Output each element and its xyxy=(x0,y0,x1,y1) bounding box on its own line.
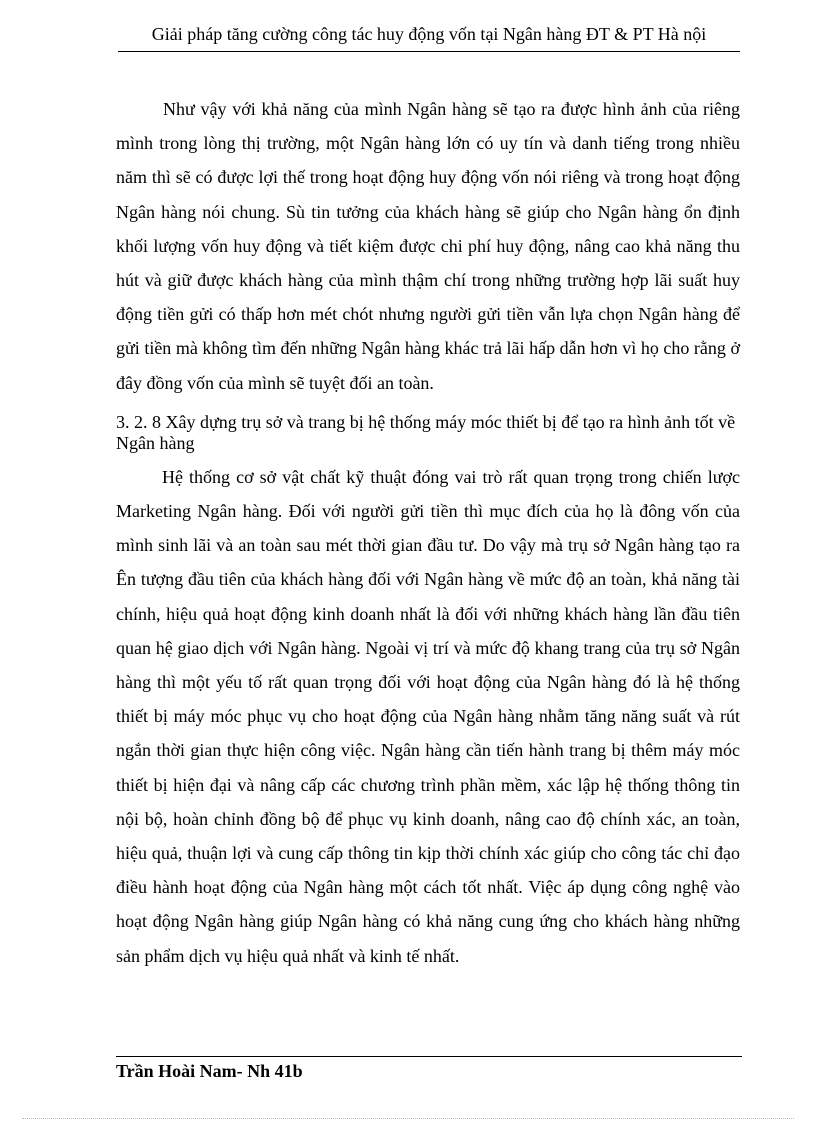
footer-author: Trần Hoài Nam- Nh 41b xyxy=(116,1061,303,1081)
section-heading: 3. 2. 8 Xây dựng trụ sở và trang bị hệ thống máy móc thiết bị để tạo ra hình ảnh tốt về Ngân hàng xyxy=(116,411,736,453)
paragraph-infrastructure: Hệ thống cơ sở vật chất kỹ thuật đóng vai trò rất quan trọng trong chiến lược Marketing Ngân hàng. Đối với người gửi tiền thì mục đích của họ là đông vốn của mình sinh lãi và an toàn sau mét thời gian đầu tư. Do vậy mà trụ sở Ngân hàng tạo ra Ên tượng đầu tiên của khách hàng đối với Ngân hàng về mức độ an toàn, khả năng tài chính, hiệu quả hoạt động kinh doanh nhất là đối với những khách hàng lần đầu tiên quan hệ giao dịch với Ngân hàng. Ngoài vị trí và mức độ khang trang của trụ sở Ngân hàng thì một yếu tố rất quan trọng đối với hoạt động của Ngân hàng đó là hệ thống thiết bị máy móc phục vụ cho hoạt động của Ngân hàng nhằm tăng năng suất và rút ngắn thời gian thực hiện công việc. Ngân hàng cần tiến hành trang bị thêm máy móc thiết bị hiện đại và nâng cấp các chương trình phần mềm, xác lập hệ thống thông tin nội bộ, hoàn chỉnh đồng bộ để phục vụ kinh doanh, nâng cao độ chính xác, an toàn, hiệu quả, thuận lợi và cung cấp thông tin kịp thời chính xác giúp cho công tác chỉ đạo điều hành hoạt động của Ngân hàng một cách tốt nhất. Việc áp dụng công nghệ vào hoạt động Ngân hàng giúp Ngân hàng có khả năng cung ứng cho khách hàng những sản phẩm dịch vụ hiệu quả nhất và kinh tế nhất. xyxy=(116,466,740,966)
document-body xyxy=(116,92,740,973)
footer-divider xyxy=(116,1056,742,1057)
page-bottom-dotted-line xyxy=(22,1118,794,1119)
page-header-title: Giải pháp tăng cường công tác huy động vốn tại Ngân hàng ĐT & PT Hà nội xyxy=(118,24,740,52)
paragraph-intro: Như vậy với khả năng của mình Ngân hàng sẽ tạo ra được hình ảnh của riêng mình trong lòng thị trường, một Ngân hàng lớn có uy tín và danh tiếng trong nhiều năm thì sẽ có được lợi thế trong hoạt động huy động vốn nói riêng và trong hoạt động Ngân hàng nói chung. Sù tin tưởng của khách hàng sẽ giúp cho Ngân hàng ổn định khối lượng vốn huy động và tiết kiệm được chi phí huy động, nâng cao khả năng thu hút và giữ được khách hàng của mình thậm chí trong những trường hợp lãi suất huy động tiền gửi có thấp hơn mét chót nhưng người gửi tiền vẫn lựa chọn Ngân hàng để gửi tiền mà không tìm đến những Ngân hàng khác trả lãi hấp dẫn hơn vì họ cho rằng ở đây đồng vốn của mình sẽ tuyệt đối an toàn. xyxy=(116,99,740,393)
